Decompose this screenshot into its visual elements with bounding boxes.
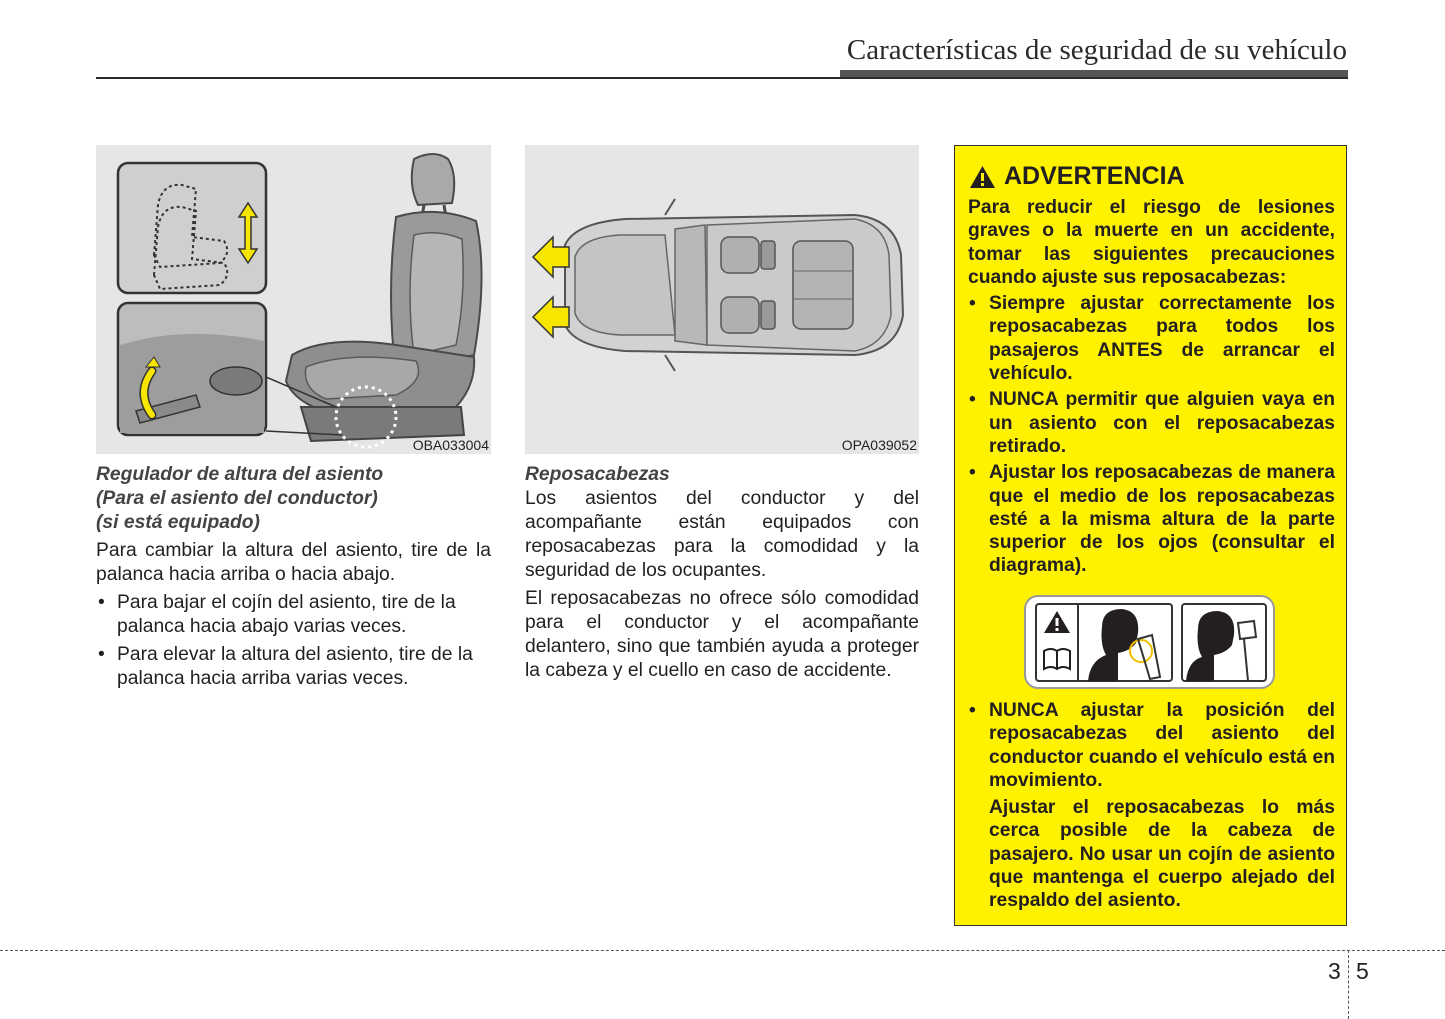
headrest-position-icon [1026, 597, 1273, 687]
list-item: • NUNCA permitir que alguien vaya en un asiento con el reposacabezas retirado. [968, 388, 1335, 458]
list-item: • Ajustar los reposacabezas de manera que el medio de los reposacabezas esté a la misma altura de la parte superior de los ojos (consultar el diagrama). [968, 461, 1335, 577]
warning-intro: Para reducir el riesgo de lesiones graves o la muerte en un accidente, tomar las siguientes precauciones cuando ajuste sus reposacabezas: [968, 197, 1335, 288]
seat-height-section [96, 463, 491, 695]
warning-body-top [968, 196, 1335, 581]
warning-body-bottom [968, 699, 1335, 913]
car-top-view-illustration [525, 145, 919, 454]
seat-height-heading: Regulador de altura del asiento (Para el asiento del conductor) (si está equipado) [96, 464, 384, 533]
headrest-pictogram [1024, 595, 1275, 689]
figure-code: OPA039052 [841, 437, 917, 453]
seat-height-figure [96, 145, 491, 454]
paragraph: El reposacabezas no ofrece sólo comodidad para el conductor y el acompañante delantero, sino que también ayuda a proteger la cabeza y el cuello en caso de accidente. [525, 588, 919, 681]
seat-height-intro: Para cambiar la altura del asiento, tire de la palanca hacia arriba o hacia abajo. [96, 540, 491, 585]
footer-divider [1348, 950, 1349, 1019]
warning-box [954, 145, 1347, 926]
chapter-number: 3 [1328, 958, 1341, 984]
headrest-section [525, 463, 919, 687]
list-item: • Para bajar el cojín del asiento, tire de la palanca hacia abajo varias veces. [96, 591, 491, 639]
warning-closing: Ajustar el reposacabezas lo más cerca posible de la cabeza de pasajero. No usar un cojín de asiento que mantenga el cuerpo alejado del respaldo del asiento. [989, 797, 1335, 912]
footer-rule [0, 950, 1445, 951]
figure-code: OBA033004 [412, 437, 489, 453]
seat-illustration [96, 145, 491, 454]
warning-title: ADVERTENCIA [969, 162, 1185, 191]
list-item: • Siempre ajustar correctamente los reposacabezas para todos los pasajeros ANTES de arrancar el vehículo. [968, 292, 1335, 385]
page-number: 5 [1356, 958, 1369, 984]
paragraph: Los asientos del conductor y del acompañante están equipados con reposacabezas para la comodidad y la seguridad de los ocupantes. [525, 488, 919, 581]
list-item: • Para elevar la altura del asiento, tire de la palanca hacia arriba varias veces. [96, 643, 491, 691]
warning-triangle-icon [969, 165, 996, 189]
list-item: • NUNCA ajustar la posición del reposacabezas del asiento del conductor cuando el vehículo está en movimiento. [968, 699, 1335, 792]
section-title: Características de seguridad de su vehículo [846, 34, 1347, 66]
header-rule [96, 77, 1348, 79]
headrest-figure [525, 145, 919, 454]
headrest-heading: Reposacabezas [525, 464, 670, 485]
